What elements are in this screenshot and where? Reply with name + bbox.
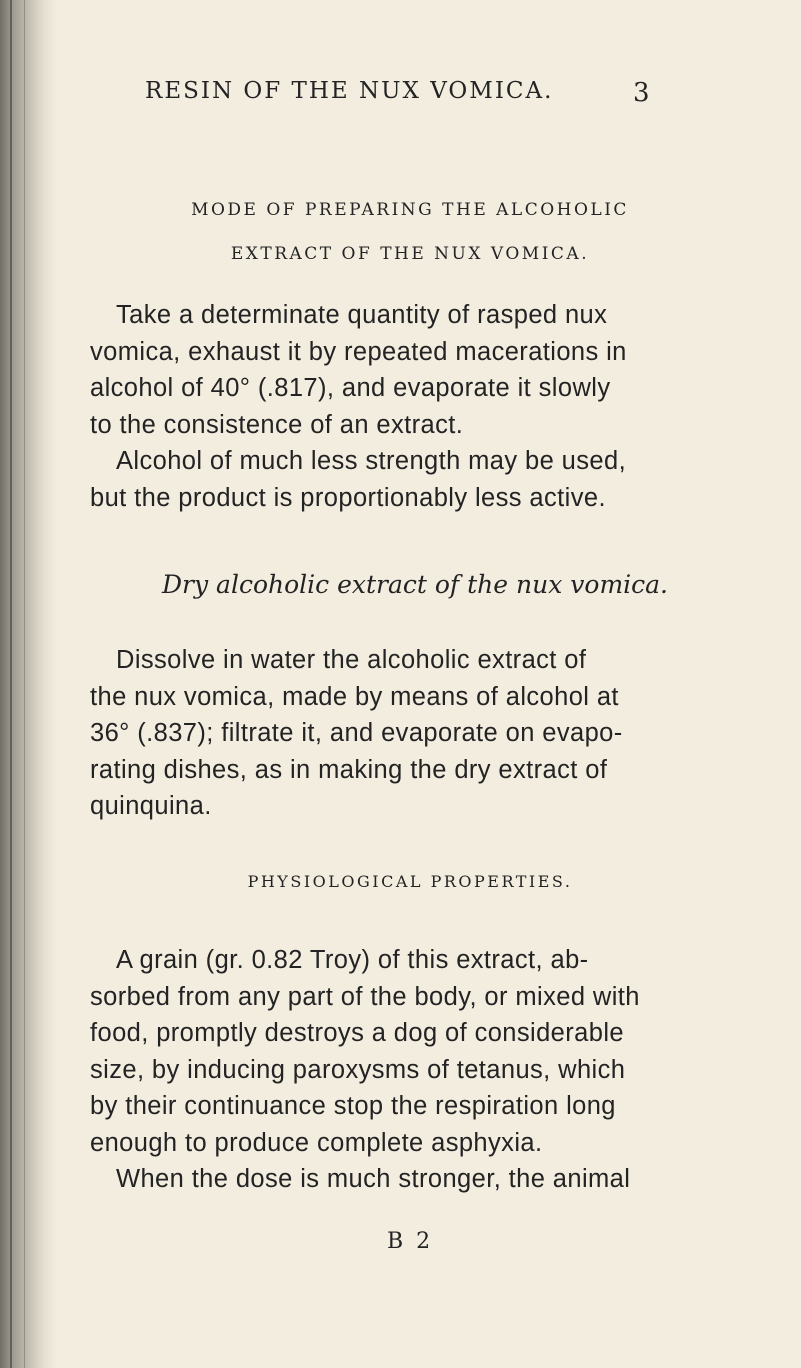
text-line: Take a determinate quantity of rasped nux bbox=[116, 301, 608, 329]
binding-shadow-line bbox=[10, 0, 12, 1368]
paragraph bbox=[90, 942, 740, 1161]
paragraph bbox=[90, 642, 740, 825]
text-line: alcohol of 40° (.817), and evaporate it slowly bbox=[90, 374, 611, 402]
text-line: rating dishes, as in making the dry extract of bbox=[90, 755, 608, 784]
section-heading: PHYSIOLOGICAL PROPERTIES. bbox=[247, 872, 573, 891]
subsection-heading: Dry alcoholic extract of the nux vomica. bbox=[161, 570, 669, 599]
binding-shadow-line bbox=[24, 0, 25, 1368]
text-line: vomica, exhaust it by repeated macerations in bbox=[90, 337, 627, 366]
text-line: sorbed from any part of the body, or mixed with bbox=[90, 982, 640, 1011]
text-line: enough to produce complete asphyxia. bbox=[90, 1128, 543, 1157]
page-number: 3 bbox=[633, 78, 650, 108]
text-line: the nux vomica, made by means of alcohol at bbox=[90, 682, 619, 711]
text-line: 36° (.837); filtrate it, and evaporate on evapo- bbox=[90, 719, 623, 747]
running-title: RESIN OF THE NUX VOMICA. bbox=[145, 78, 554, 104]
signature-mark: B 2 bbox=[387, 1229, 434, 1254]
text-line: size, by inducing paroxysms of tetanus, which bbox=[90, 1055, 626, 1084]
paragraph bbox=[90, 443, 740, 516]
text-line: Alcohol of much less strength may be used, bbox=[116, 447, 627, 475]
paragraph bbox=[90, 1161, 740, 1198]
section-heading-line: MODE OF PREPARING THE ALCOHOLIC bbox=[191, 200, 629, 220]
paragraph bbox=[90, 297, 740, 443]
text-line: Dissolve in water the alcoholic extract of bbox=[116, 646, 587, 674]
book-binding-edge bbox=[0, 0, 56, 1368]
text-line: A grain (gr. 0.82 Troy) of this extract, ab- bbox=[116, 946, 589, 974]
text-line: food, promptly destroys a dog of considerable bbox=[90, 1019, 624, 1047]
text-line: by their continuance stop the respiration long bbox=[90, 1092, 616, 1120]
text-line: When the dose is much stronger, the animal bbox=[116, 1165, 631, 1193]
text-line: but the product is proportionably less active. bbox=[90, 483, 606, 512]
text-line: quinquina. bbox=[90, 792, 212, 820]
text-line: to the consistence of an extract. bbox=[90, 410, 464, 439]
section-heading-line: EXTRACT OF THE NUX VOMICA. bbox=[230, 244, 590, 264]
